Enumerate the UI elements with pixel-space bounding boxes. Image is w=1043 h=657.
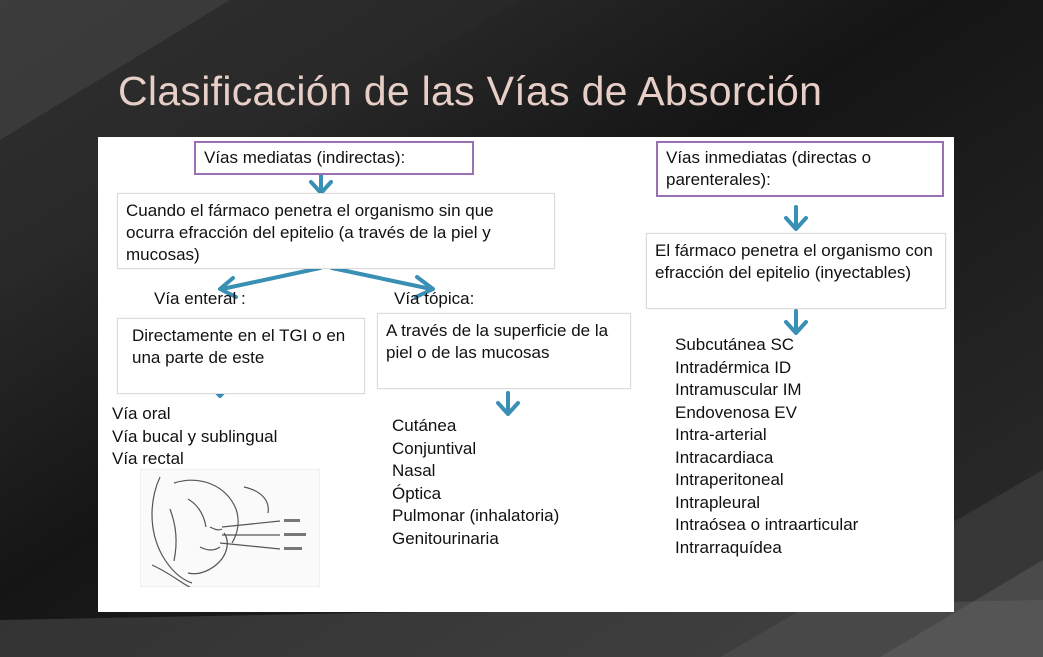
list-item: Cutánea: [392, 416, 457, 435]
list-item: Intracardiaca: [675, 447, 774, 467]
inmediatas-header: Vías inmediatas (directas o parenterales):: [656, 141, 944, 197]
list-item: Intrarraquídea: [675, 537, 782, 557]
list-item: Intra-arterial: [675, 425, 767, 444]
list-item: Intrapleural: [675, 492, 761, 512]
list-item: Subcutánea SC: [675, 335, 795, 354]
list-item: Intramuscular IM: [675, 380, 802, 399]
arrow-down-icon: [498, 393, 518, 414]
list-item: Intraperitoneal: [675, 470, 784, 489]
arrow-down-icon: [786, 311, 806, 333]
diagram-panel: [98, 137, 954, 612]
inmediatas-list: [675, 334, 858, 559]
enteral-description: Directamente en el TGI o en una parte de este: [117, 318, 365, 394]
list-item: Intraósea o intraarticular: [675, 515, 859, 534]
list-item: Vía oral: [112, 404, 171, 423]
list-item: Vía rectal: [112, 449, 184, 468]
oral-route-sketch-icon: [140, 469, 320, 587]
list-item: Endovenosa EV: [675, 402, 797, 422]
list-item: Pulmonar (inhalatoria): [392, 506, 560, 525]
list-item: Conjuntival: [392, 438, 477, 458]
inmediatas-description: El fármaco penetra el organismo con efracción del epitelio (inyectables): [646, 233, 946, 309]
page-title: Clasificación de las Vías de Absorción: [118, 68, 823, 114]
enteral-label: Vía enteral :: [154, 289, 246, 308]
mediatas-header: Vías mediatas (indirectas):: [194, 141, 474, 175]
list-item: Nasal: [392, 461, 436, 480]
mediatas-description: Cuando el fármaco penetra el organismo sin que ocurra efracción del epitelio (a través de la piel y mucosas): [117, 193, 555, 269]
topica-list: [392, 415, 559, 550]
topica-label: Vía tópica:: [394, 289, 475, 308]
list-item: Óptica: [392, 483, 442, 503]
list-item: Genitourinaria: [392, 528, 499, 548]
enteral-list: [112, 403, 277, 471]
topica-description: A través de la superficie de la piel o de las mucosas: [377, 313, 631, 389]
list-item: Intradérmica ID: [675, 357, 792, 377]
arrow-down-icon: [786, 207, 806, 229]
list-item: Vía bucal y sublingual: [112, 426, 278, 446]
